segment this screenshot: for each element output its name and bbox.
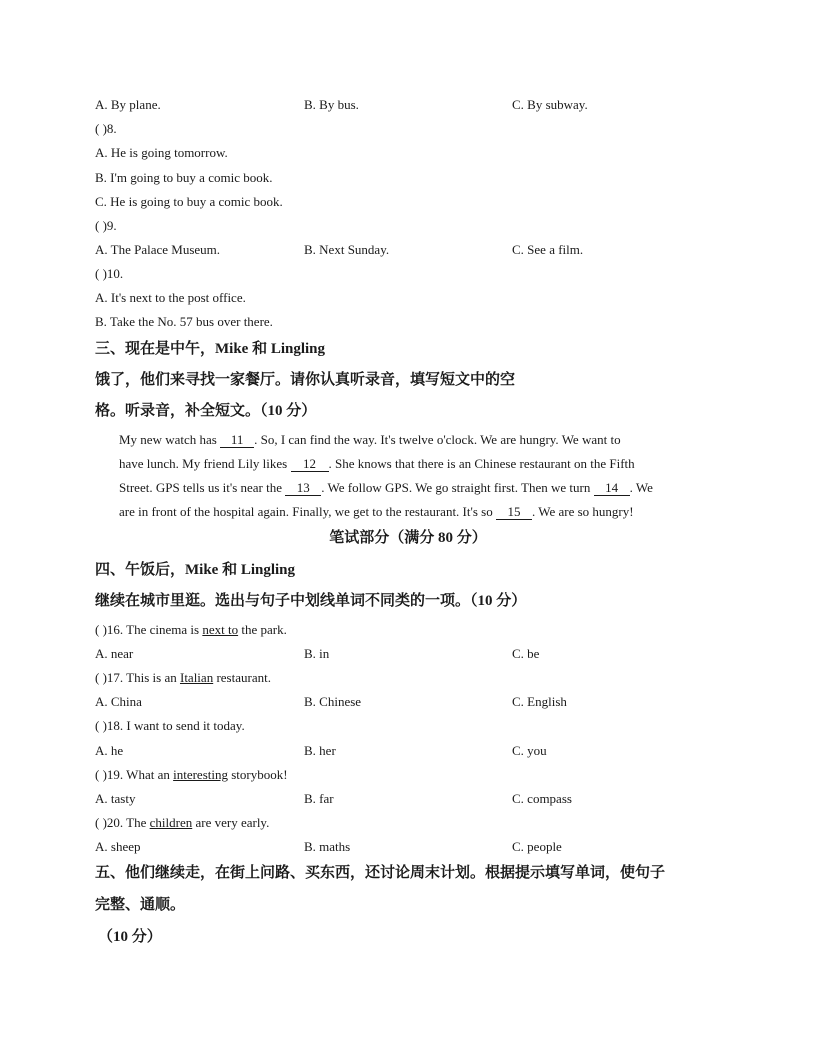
- blank-11: 11: [220, 433, 254, 448]
- passage-text: . We follow GPS. We go straight first. Then we turn: [321, 480, 594, 495]
- section5-heading-line1: 五、他们继续走，在街上问路、买东西，还讨论周末计划。根据提示填写单词，使句子: [95, 865, 666, 881]
- q19-stem: [95, 767, 288, 783]
- q20-stem: [95, 815, 269, 831]
- passage-text: Street. GPS tells us it's near the: [119, 480, 286, 495]
- q20-text-end: are very early.: [192, 815, 270, 830]
- q7-option-a: A. By plane.: [95, 97, 161, 112]
- written-part-title: 笔试部分（满分 80 分）: [329, 530, 487, 546]
- q19-text: ( )19. What an: [95, 767, 174, 782]
- q18-option-c: C. you: [512, 743, 547, 758]
- q8-option-a: A. He is going tomorrow.: [95, 145, 228, 160]
- q16-text: ( )16. The cinema is: [95, 622, 203, 637]
- q17-text-end: restaurant.: [213, 670, 271, 685]
- section5-heading-line3: （10 分）: [98, 929, 162, 945]
- q8-option-b: B. I'm going to buy a comic book.: [95, 170, 273, 185]
- q16-text-end: the park.: [238, 622, 287, 637]
- q10-label: ( )10.: [95, 266, 124, 281]
- q19-option-b: B. far: [304, 791, 334, 806]
- q20-option-a: A. sheep: [95, 839, 141, 854]
- q8-option-c: C. He is going to buy a comic book.: [95, 194, 283, 209]
- q18-stem: ( )18. I want to send it today.: [95, 718, 245, 733]
- passage-text: . She knows that there is an Chinese restaurant on the Fifth: [328, 456, 635, 471]
- q16-stem: [95, 622, 287, 638]
- passage-line-2: [119, 456, 635, 472]
- q20-underlined-word: children: [149, 815, 193, 830]
- passage-line-1: [119, 432, 621, 448]
- q18-option-b: B. her: [304, 743, 336, 758]
- q7-option-c: C. By subway.: [512, 97, 588, 112]
- q9-option-a: A. The Palace Museum.: [95, 242, 221, 257]
- blank-13: 13: [285, 481, 321, 496]
- q17-option-b: B. Chinese: [304, 694, 362, 709]
- section3-heading-line2: 饿了，他们来寻找一家餐厅。请你认真听录音，填写短文中的空: [95, 372, 516, 388]
- section3-heading-line3: 格。听录音，补全短文。（10 分）: [95, 403, 317, 419]
- q9-option-c: C. See a film.: [512, 242, 584, 257]
- q19-option-a: A. tasty: [95, 791, 136, 806]
- passage-text: . We: [629, 480, 653, 495]
- q20-option-c: C. people: [512, 839, 562, 854]
- passage-text: . We are so hungry!: [531, 504, 634, 519]
- q17-option-a: A. China: [95, 694, 142, 709]
- passage-text: My new watch has: [119, 432, 221, 447]
- blank-12: 12: [291, 457, 329, 472]
- q20-option-b: B. maths: [304, 839, 351, 854]
- q16-option-a: A. near: [95, 646, 134, 661]
- q17-option-c: C. English: [512, 694, 567, 709]
- section4-heading-line2: 继续在城市里逛。选出与句子中划线单词不同类的一项。（10 分）: [95, 593, 527, 609]
- blank-15: 15: [496, 505, 532, 520]
- q10-option-b: B. Take the No. 57 bus over there.: [95, 314, 273, 329]
- q16-option-b: B. in: [304, 646, 330, 661]
- blank-14: 14: [594, 481, 630, 496]
- q16-underlined-word: next to: [202, 622, 239, 637]
- passage-text: . So, I can find the way. It's twelve o'clock. We are hungry. We want to: [254, 432, 621, 447]
- q9-option-b: B. Next Sunday.: [304, 242, 390, 257]
- q8-label: ( )8.: [95, 121, 117, 136]
- q7-option-b: B. By bus.: [304, 97, 359, 112]
- q9-label: ( )9.: [95, 218, 117, 233]
- q19-option-c: C. compass: [512, 791, 572, 806]
- q10-option-a: A. It's next to the post office.: [95, 290, 246, 305]
- q20-text: ( )20. The: [95, 815, 150, 830]
- passage-line-4: [119, 504, 634, 520]
- q17-text: ( )17. This is an: [95, 670, 180, 685]
- q19-underlined-word: interesting: [173, 767, 228, 782]
- passage-text: are in front of the hospital again. Finally, we get to the restaurant. It's so: [119, 504, 496, 519]
- section4-heading-line1: 四、午饭后，Mike 和 Lingling: [95, 562, 296, 578]
- q16-option-c: C. be: [512, 646, 540, 661]
- passage-text: have lunch. My friend Lily likes: [119, 456, 291, 471]
- q18-option-a: A. he: [95, 743, 124, 758]
- passage-line-3: [119, 480, 653, 496]
- q17-underlined-word: Italian: [179, 670, 214, 685]
- section5-heading-line2: 完整、通顺。: [95, 897, 186, 913]
- q19-text-end: storybook!: [228, 767, 288, 782]
- section3-heading-line1: 三、现在是中午，Mike 和 Lingling: [95, 341, 326, 357]
- q17-stem: [95, 670, 271, 686]
